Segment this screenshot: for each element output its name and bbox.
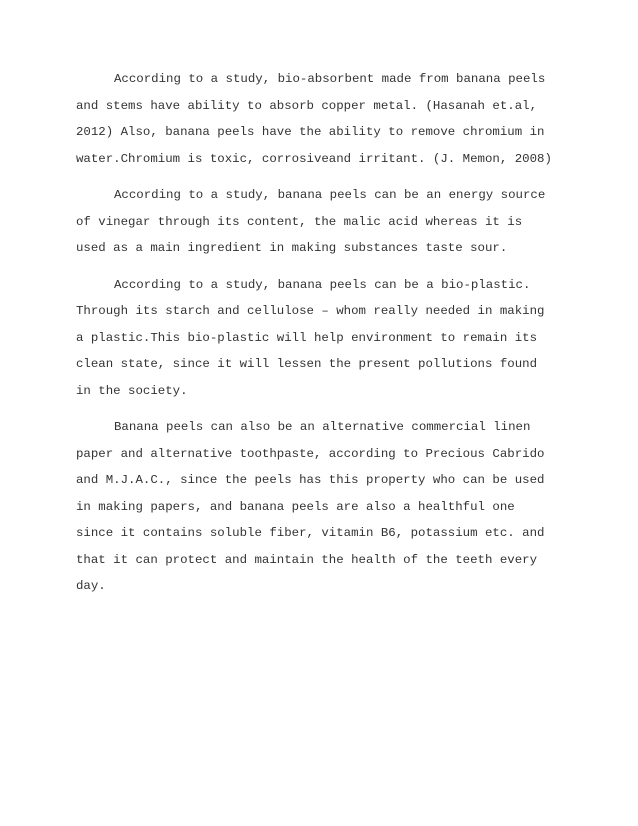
paragraph-line: in the society. (76, 383, 188, 398)
paragraph-line: According to a study, banana peels can be a bio-plastic. (114, 277, 531, 292)
paragraph-line: day. (76, 579, 106, 593)
paragraph-1 (76, 66, 566, 172)
paragraph-line: that it can protect and maintain the health of the teeth every (76, 552, 538, 567)
paragraph-line: a plastic.This bio-plastic will help environment to remain its (76, 330, 538, 345)
document-body (76, 66, 566, 610)
paragraph-line: Banana peels can also be an alternative commercial linen (114, 420, 531, 434)
paragraph-line: 2012) Also, banana peels have the ability to remove chromium in (76, 125, 545, 139)
paragraph-4 (76, 414, 566, 600)
paragraph-3 (76, 272, 566, 405)
paragraph-line: and stems have ability to absorb copper metal. (Hasanah et.al, (76, 98, 538, 113)
paragraph-line: used as a main ingredient in making substances taste sour. (76, 241, 508, 255)
paragraph-line: since it contains soluble fiber, vitamin B6, potassium etc. and (76, 526, 545, 540)
paragraph-line: paper and alternative toothpaste, according to Precious Cabrido (76, 446, 545, 461)
paragraph-line: of vinegar through its content, the malic acid whereas it is (76, 214, 523, 229)
paragraph-2 (76, 182, 566, 262)
paragraph-line: Through its starch and cellulose – whom really needed in making (76, 304, 545, 318)
paragraph-line: in making papers, and banana peels are also a healthful one (76, 499, 515, 514)
paragraph-line: According to a study, banana peels can be an energy source (114, 188, 546, 202)
paragraph-line: and M.J.A.C., since the peels has this property who can be used (76, 473, 545, 487)
paragraph-line: clean state, since it will lessen the present pollutions found (76, 357, 538, 371)
paragraph-line: water.Chromium is toxic, corrosiveand irritant. (J. Memon, 2008) (76, 151, 552, 166)
paragraph-line: According to a study, bio-absorbent made from banana peels (114, 72, 546, 86)
